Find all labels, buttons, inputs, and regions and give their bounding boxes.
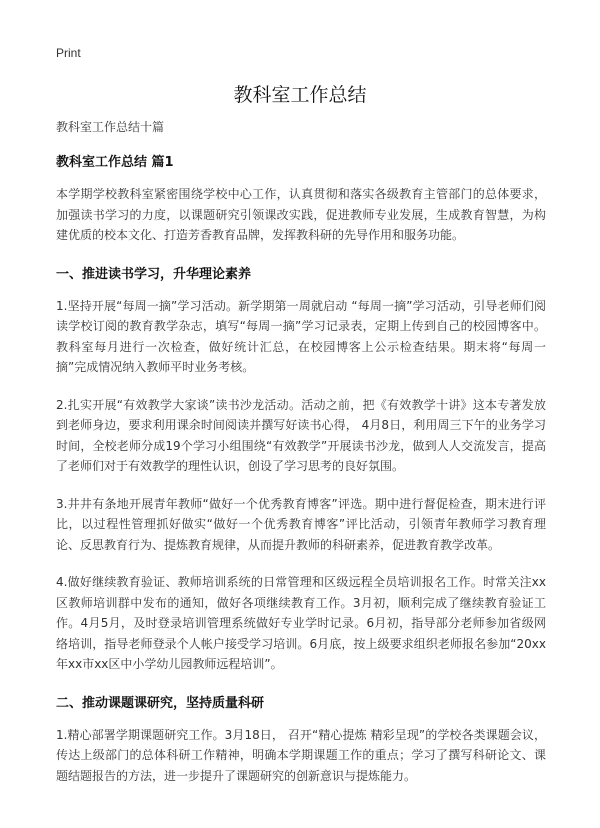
section-heading-2: 二、推动课题课研究，坚持质量科研: [56, 695, 265, 711]
paragraph-4: 4.做好继续教育验证、教师培训系统的日常管理和区级远程全员培训报名工作。时常关注xx区教师培训群中发布的通知，做好各项继续教育工作。3月初，顺利完成了继续教育验证工作。4月5月，及时登录培训管理系统做好专业学时记录。6月初，指导部分老师参加省级网络培训，指导老师登录个人帐户接受学习培训。6月底，按上级要求组织老师报名参加“20xx年xx市xx区中小学幼儿园教师远程培训”。: [56, 575, 546, 671]
page-title: 教科室工作总结: [233, 84, 367, 106]
article-body: [56, 118, 546, 803]
part-heading: 教科室工作总结 篇1: [56, 155, 174, 170]
paragraph-5: 1.精心部署学期课题研究工作。3月18日， 召开“精心提炼 精彩呈现”的学校各类课题会议，传达上级部门的总体科研工作精神，明确本学期课题工作的重点；学习了撰写科研论文、课题结题报告的方法，进一步提升了课题研究的创新意识与提炼能力。: [56, 727, 546, 783]
print-link[interactable]: Print: [56, 46, 81, 60]
paragraph-3: 3.井井有条地开展青年教师“做好一个优秀教育博客”评选。期中进行督促检查，期末进行评比，以过程性管理抓好做实“做好一个优秀教育博客”评比活动，引领青年教师学习教育理论、反思教育行为、提炼教育规律，从而提升教师的科研素养，促进教育教学改革。: [56, 496, 546, 552]
intro-paragraph: 本学期学校教科室紧密围绕学校中心工作，认真贯彻和落实各级教育主管部门的总体要求，加强读书学习的力度，以课题研究引领课改实践，促进教师专业发展，生成教育智慧，为构建优质的校本文化、打造芳香教育品牌，发挥教科研的先导作用和服务功能。: [56, 187, 546, 242]
paragraph-1: 1.坚持开展“每周一摘”学习活动。新学期第一周就启动 “每周一摘”学习活动，引导老师们阅读学校订阅的教育教学杂志，填写“每周一摘”学习记录表，定期上传到自己的校园博客中。教科室每月进行一次检查，做好统计汇总，在校园博客上公示检查结果。期末将“每周一摘”完成情况纳入教师平时业务考核。: [56, 298, 546, 374]
article-subtitle: 教科室工作总结十篇: [56, 120, 165, 134]
paragraph-2: 2.扎实开展“有效教学大家谈”读书沙龙活动。活动之前，把《有效教学十讲》这本专著发放到老师身边，要求利用课余时间阅读并撰写好读书心得， 4月8日，利用周三下午的业务学习时间，全校老师分成19个学习小组围绕“有效教学”开展读书沙龙，做到人人交流发言，提高了老师们对于有效教学的理性认识，创设了学习思考的良好氛围。: [56, 397, 546, 473]
section-heading-1: 一、推进读书学习，升华理论素养: [56, 266, 252, 282]
